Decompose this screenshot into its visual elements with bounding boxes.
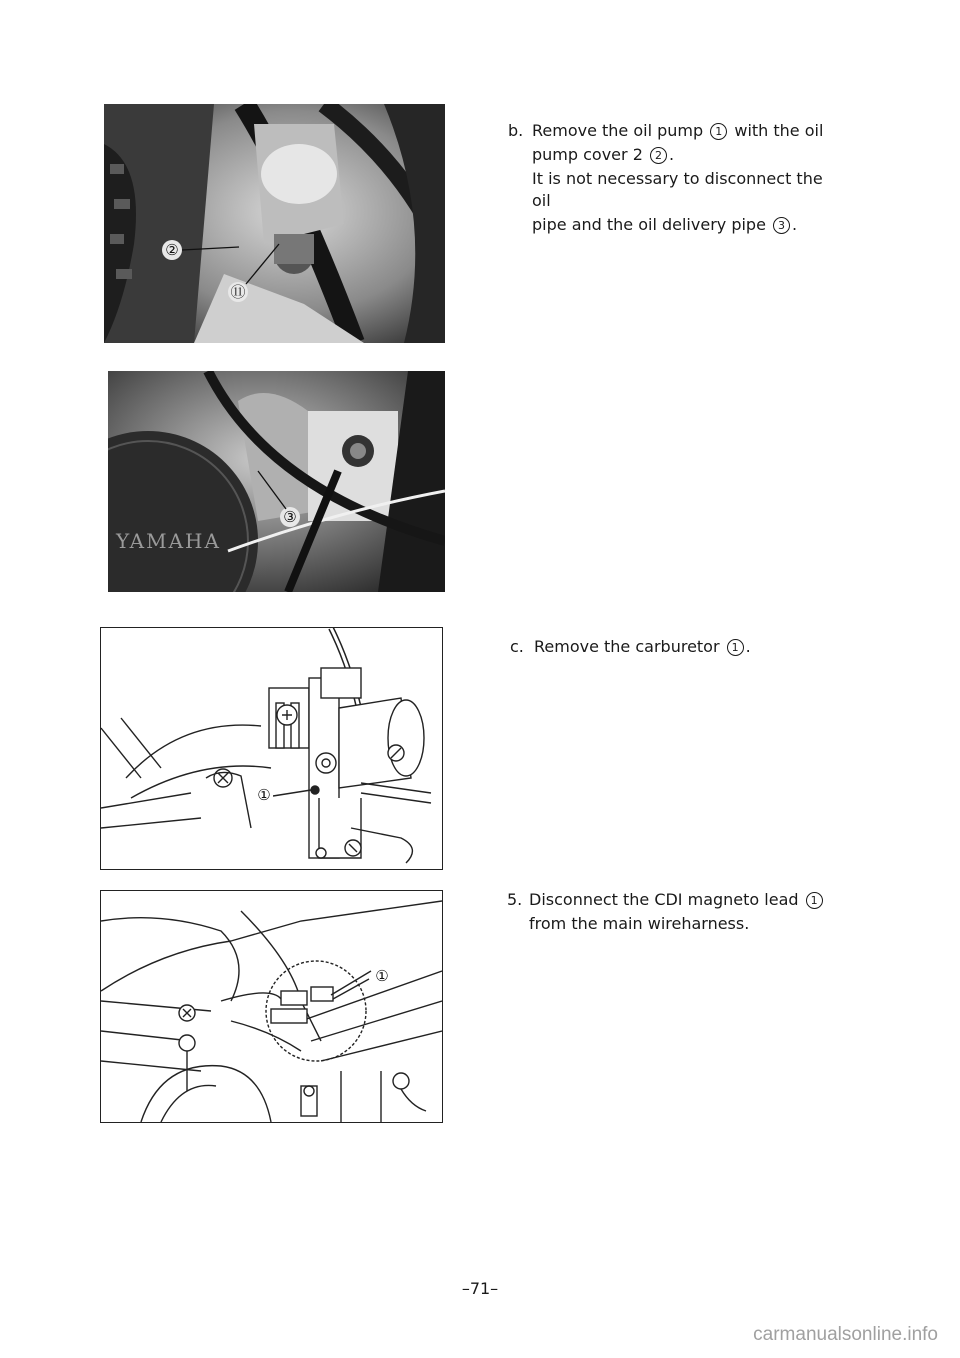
step-b-marker: b. bbox=[508, 121, 524, 140]
ref-circle-2: 2 bbox=[650, 147, 667, 164]
photo1-callout-2: ② bbox=[162, 240, 182, 260]
step-c-marker: c. bbox=[510, 637, 524, 656]
step-b-line1-text: Remove the oil pump bbox=[532, 121, 704, 140]
step-b-line4-tail: . bbox=[792, 215, 798, 234]
ref-circle-3: 3 bbox=[773, 217, 790, 234]
step-b-line4 bbox=[532, 214, 838, 236]
step-b-line2-tail: . bbox=[668, 145, 675, 164]
photo1-leader-lines bbox=[104, 104, 445, 343]
step-b-line2 bbox=[532, 144, 838, 166]
step-5 bbox=[507, 889, 842, 937]
drawing1-callout-1: ① bbox=[255, 786, 273, 804]
photo2-brand-text: YAMAHA bbox=[116, 529, 221, 553]
drawing2-callout-1: ① bbox=[373, 967, 391, 985]
step-b bbox=[508, 120, 838, 238]
photo2-leader-line bbox=[108, 371, 445, 592]
step-c-body bbox=[534, 636, 840, 658]
photo-oil-delivery-pipe bbox=[108, 371, 445, 592]
step-c bbox=[510, 636, 840, 660]
watermark-text: carmanualsonline.info bbox=[753, 1324, 938, 1345]
step-b-line1-tail: with the oil bbox=[734, 121, 824, 140]
step-c-line1 bbox=[534, 636, 840, 658]
step-5-line1 bbox=[529, 889, 842, 911]
ref-circle-1: 1 bbox=[727, 639, 744, 656]
step-b-line1 bbox=[532, 120, 838, 142]
step-5-marker: 5. bbox=[507, 890, 523, 909]
step-c-tail: . bbox=[745, 637, 751, 656]
step-c-text: Remove the carburetor bbox=[534, 637, 720, 656]
photo-oil-pump bbox=[104, 104, 445, 343]
step-b-line3: It is not necessary to disconnect the oil bbox=[532, 169, 823, 210]
ref-circle-1: 1 bbox=[710, 123, 727, 140]
step-5-line2: from the main wireharness. bbox=[529, 914, 750, 933]
drawing-cdi-lead bbox=[100, 890, 443, 1123]
step-b-body bbox=[532, 120, 838, 236]
page-number: –71– bbox=[461, 1279, 499, 1298]
photo1-callout-11: ⑪ bbox=[228, 282, 248, 302]
photo2-callout-3: ③ bbox=[280, 507, 300, 527]
step-b-line2-text: pump cover 2 bbox=[532, 145, 643, 164]
ref-circle-1: 1 bbox=[806, 892, 823, 909]
step-5-line1-text: Disconnect the CDI magneto lead bbox=[529, 890, 799, 909]
step-b-line4-text: pipe and the oil delivery pipe bbox=[532, 215, 766, 234]
drawing-carburetor bbox=[100, 627, 443, 870]
step-5-body bbox=[529, 889, 842, 935]
